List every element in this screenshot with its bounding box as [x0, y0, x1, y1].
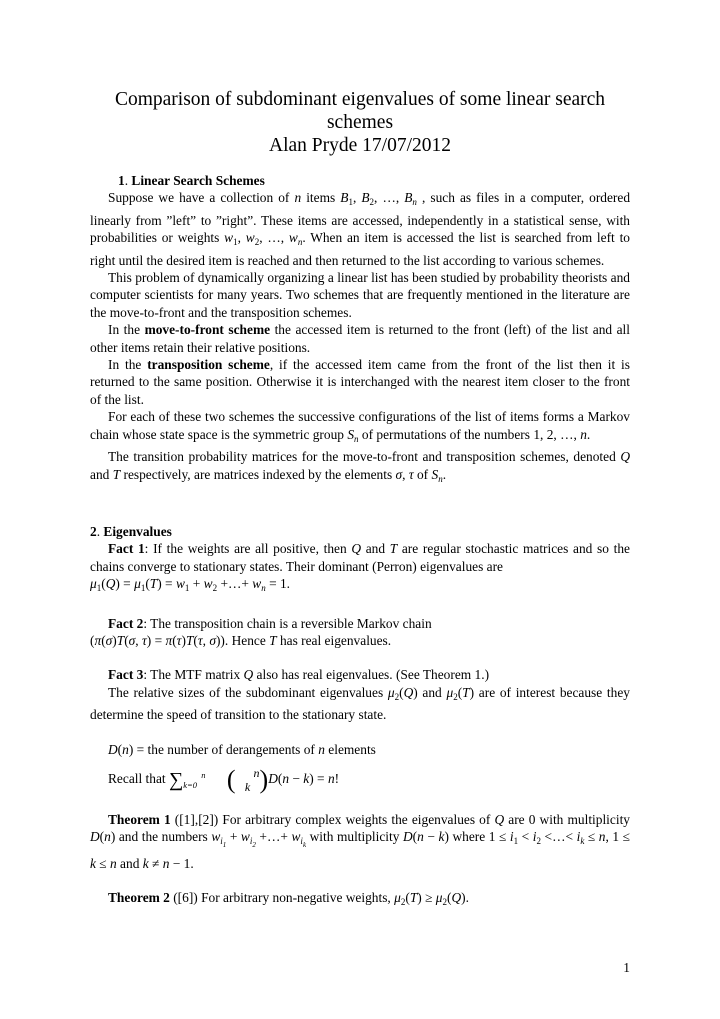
- section-1-heading: 1. Linear Search Schemes: [118, 173, 265, 188]
- section-1-paragraph-2: This problem of dynamically organizing a linear list has been studied by probability theorists and computer scientists for many years. Two schemes that are frequently mentioned in the literature are the move-to-front and the transposition schemes.: [90, 270, 630, 320]
- section-1-paragraph-3: In the move-to-front scheme the accessed item is returned to the front (left) of the list and all other items retain their relative positions.: [90, 322, 630, 355]
- theorem-2: Theorem 2 ([6]) For arbitrary non-negative weights, $\mu_2(T) \ge \mu_2(Q)$.: [108, 889, 469, 907]
- page-number: 1: [623, 960, 630, 975]
- paper-body: [90, 172, 630, 911]
- derangement-definition: D(n) = the number of derangements of n elements: [108, 741, 376, 757]
- fact-2-equation: (π(σ)T(σ, τ) = π(τ)T(τ, σ)). Hence T has real eigenvalues.: [90, 632, 392, 648]
- fact-1: Fact 1: If the weights are all positive, then Q and T are regular stochastic matrices and so the chains converge to stationary states. Their dominant (Perron) eigenvalues are: [90, 541, 630, 574]
- section-1-paragraph-1: Suppose we have a collection of n items $B_1$, $B_2$, …, $B_n$ , such as files in a computer, ordered linearly from ”left” to ”right”. These items are accessed, independently in a statistical sense, with probabilities or weights $w_1$, $w_2$, …, $w_n$. When an item is accessed the list is searched from left to right until the desired item is reached and then returned to the list according to various schemes.: [90, 190, 631, 268]
- derangement-identity: Recall that ∑ n k=0 ( n k )D(n − k) = n!: [108, 764, 340, 794]
- fact-3: Fact 3: The MTF matrix Q also has real eigenvalues. (See Theorem 1.): [108, 667, 490, 683]
- title-author-date: Alan Pryde 17/07/2012: [269, 135, 451, 156]
- section-1-paragraph-6: The transition probability matrices for the move-to-front and transposition schemes, denoted Q and T respectively, are matrices indexed by the elements σ, τ of $S_n$.: [90, 449, 630, 484]
- fact-2: Fact 2: The transposition chain is a reversible Markov chain: [108, 615, 432, 631]
- theorem-1: Theorem 1 ([1],[2]) For arbitrary complex weights the eigenvalues of Q are 0 with multiplicity D(n) and the numbers $w_{i_1} + w_{i_2}$ +…+ $w_{i_k}$ with multiplicity D(n − k) where $1 \le i_1 < i_2$ <…< $i_k \le n$, 1 ≤ k ≤ n and k ≠ n − 1.: [90, 811, 630, 871]
- section-1-paragraph-4: In the transposition scheme, if the accessed item came from the front of the list then it is returned to the same position. Otherwise it is interchanged with the nearest item closer to the front of the list.: [90, 357, 630, 407]
- fact-1-equation: $\mu_1(Q) = \mu_1(T) = w_1 + w_2$ +…+ $w_n = 1$.: [90, 576, 291, 594]
- section-2-heading: 2. Eigenvalues: [90, 523, 172, 539]
- paper-title: [60, 88, 660, 157]
- fact-3-paragraph-2: The relative sizes of the subdominant eigenvalues $\mu_2(Q)$ and $\mu_2(T)$ are of interest because they determine the speed of transition to the stationary state.: [90, 684, 630, 723]
- section-1-paragraph-5: For each of these two schemes the successive configurations of the list of items forms a Markov chain whose state space is the symmetric group $S_n$ of permutations of the numbers 1, 2, …, n.: [90, 409, 630, 444]
- title-line-2: schemes: [326, 112, 394, 133]
- title-line-1: Comparison of subdominant eigenvalues of some linear search: [114, 89, 606, 110]
